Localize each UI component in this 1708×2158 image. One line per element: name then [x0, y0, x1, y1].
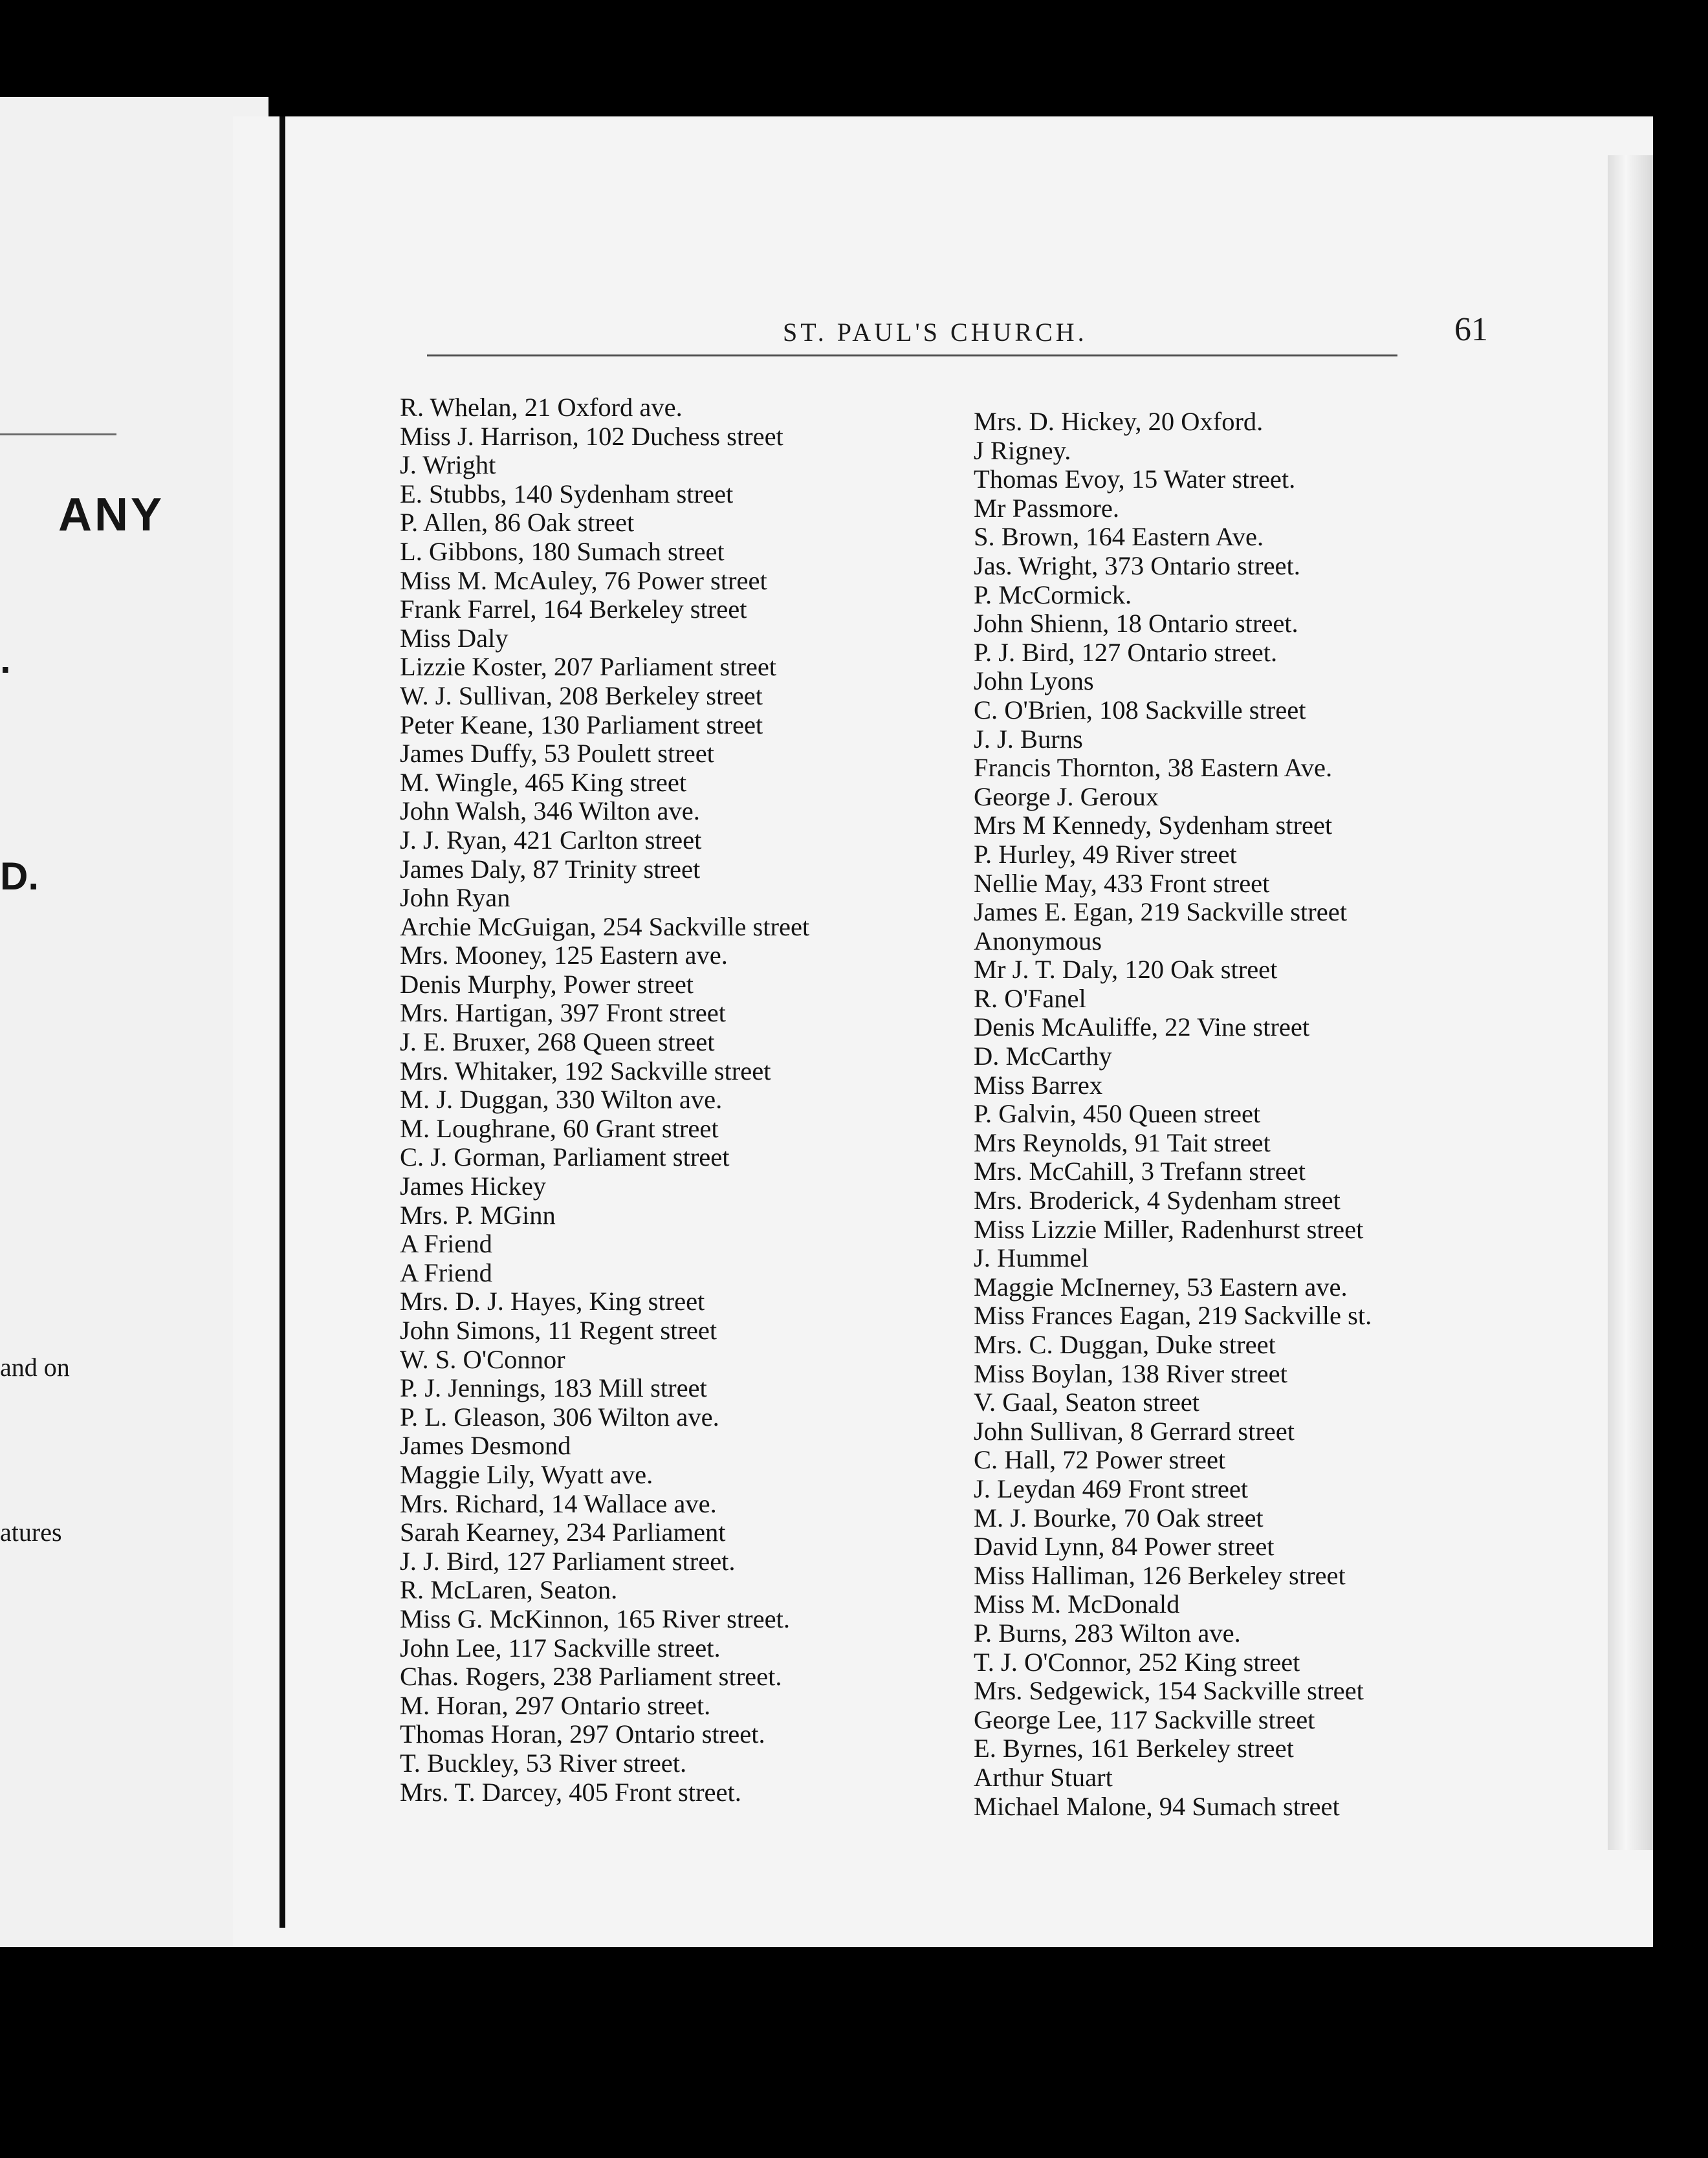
list-item: Miss Frances Eagan, 219 Sackville st.	[974, 1301, 1372, 1331]
list-item: P. McCormick.	[974, 580, 1132, 609]
list-item: George J. Geroux	[974, 781, 1159, 811]
list-item: R. O'Fanel	[974, 983, 1086, 1013]
list-item: P. Hurley, 49 River street	[974, 839, 1237, 869]
list-item: Thomas Horan, 297 Ontario street.	[400, 1719, 765, 1749]
list-item: John Lee, 117 Sackville street.	[400, 1633, 721, 1662]
left-page-fragment-dot: .	[0, 638, 11, 681]
list-item: Michael Malone, 94 Sumach street	[974, 1791, 1340, 1821]
list-item: David Lynn, 84 Power street	[974, 1532, 1275, 1562]
list-item: A Friend	[400, 1258, 492, 1287]
list-item: Miss Barrex	[974, 1070, 1103, 1100]
list-item: R. McLaren, Seaton.	[400, 1575, 618, 1605]
list-item: M. J. Duggan, 330 Wilton ave.	[400, 1085, 723, 1115]
header-rule	[427, 354, 1397, 356]
list-item: James Hickey	[400, 1172, 547, 1201]
list-item: Miss Lizzie Miller, Radenhurst street	[974, 1214, 1364, 1244]
list-item: John Ryan	[400, 883, 510, 913]
subscriber-list-left	[400, 393, 809, 1807]
list-item: Lizzie Koster, 207 Parliament street	[400, 652, 777, 682]
list-item: C. J. Gorman, Parliament street	[400, 1142, 730, 1172]
list-item: P. J. Bird, 127 Ontario street.	[974, 637, 1278, 667]
list-item: Mrs. Hartigan, 397 Front street	[400, 998, 726, 1028]
left-page-fragment-atures: atures	[0, 1518, 62, 1547]
list-item: P. Galvin, 450 Queen street	[974, 1099, 1261, 1129]
list-item: P. Burns, 283 Wilton ave.	[974, 1618, 1241, 1648]
list-item: M. Loughrane, 60 Grant street	[400, 1113, 719, 1143]
list-item: L. Gibbons, 180 Sumach street	[400, 536, 725, 566]
gutter-shadow	[279, 116, 285, 1928]
list-item: J. J. Bird, 127 Parliament street.	[400, 1546, 736, 1576]
list-item: W. J. Sullivan, 208 Berkeley street	[400, 681, 763, 710]
list-item: Frank Farrel, 164 Berkeley street	[400, 594, 747, 624]
list-item: Mrs. Richard, 14 Wallace ave.	[400, 1488, 717, 1518]
list-item: J. J. Ryan, 421 Carlton street	[400, 825, 702, 855]
list-item: Arthur Stuart	[974, 1762, 1113, 1792]
list-item: E. Stubbs, 140 Sydenham street	[400, 479, 734, 508]
list-item: Mrs. D. Hickey, 20 Oxford.	[974, 407, 1264, 436]
list-item: Mr Passmore.	[974, 493, 1119, 523]
list-item: T. J. O'Connor, 252 King street	[974, 1647, 1300, 1677]
list-item: Peter Keane, 130 Parliament street	[400, 710, 763, 739]
subscriber-list-right	[974, 408, 1372, 1821]
list-item: E. Byrnes, 161 Berkeley street	[974, 1734, 1294, 1763]
left-page	[0, 97, 268, 1947]
list-item: John Simons, 11 Regent street	[400, 1316, 717, 1345]
list-item: Mrs. P. MGinn	[400, 1200, 556, 1230]
list-item: P. Allen, 86 Oak street	[400, 508, 635, 538]
list-item: Maggie McInerney, 53 Eastern ave.	[974, 1272, 1348, 1302]
list-item: A Friend	[400, 1229, 492, 1259]
list-item: Maggie Lily, Wyatt ave.	[400, 1459, 653, 1489]
list-item: R. Whelan, 21 Oxford ave.	[400, 393, 683, 422]
list-item: James Desmond	[400, 1431, 571, 1461]
list-item: Francis Thornton, 38 Eastern Ave.	[974, 753, 1333, 783]
list-item: Mrs. Broderick, 4 Sydenham street	[974, 1186, 1341, 1215]
page-edge	[1608, 155, 1653, 1850]
list-item: Miss M. McAuley, 76 Power street	[400, 565, 767, 595]
list-item: Mrs. C. Duggan, Duke street	[974, 1330, 1276, 1359]
list-item: John Walsh, 346 Wilton ave.	[400, 796, 700, 826]
list-item: Miss Halliman, 126 Berkeley street	[974, 1560, 1346, 1590]
list-item: Mrs. Whitaker, 192 Sackville street	[400, 1056, 771, 1085]
list-item: Denis Murphy, Power street	[400, 969, 694, 999]
list-item: J. E. Bruxer, 268 Queen street	[400, 1027, 715, 1057]
list-item: Anonymous	[974, 926, 1102, 955]
list-item: Mrs. T. Darcey, 405 Front street.	[400, 1777, 741, 1807]
list-item: Mrs Reynolds, 91 Tait street	[974, 1128, 1271, 1157]
list-item: T. Buckley, 53 River street.	[400, 1748, 687, 1778]
list-item: Mrs. Sedgewick, 154 Sackville street	[974, 1676, 1364, 1706]
list-item: C. O'Brien, 108 Sackville street	[974, 695, 1306, 725]
list-item: Mrs. Mooney, 125 Eastern ave.	[400, 941, 728, 970]
list-item: Miss Boylan, 138 River street	[974, 1358, 1287, 1388]
list-item: M. Horan, 297 Ontario street.	[400, 1690, 711, 1720]
list-item: J. J. Burns	[974, 724, 1083, 754]
list-item: S. Brown, 164 Eastern Ave.	[974, 522, 1264, 552]
list-item: Mr J. T. Daly, 120 Oak street	[974, 955, 1278, 985]
list-item: M. J. Bourke, 70 Oak street	[974, 1503, 1264, 1532]
list-item: James E. Egan, 219 Sackville street	[974, 897, 1347, 927]
list-item: P. J. Jennings, 183 Mill street	[400, 1373, 707, 1403]
list-item: George Lee, 117 Sackville street	[974, 1705, 1315, 1734]
running-title: ST. PAUL'S CHURCH.	[783, 318, 1088, 347]
list-item: J. Wright	[400, 450, 496, 480]
list-item: Chas. Rogers, 238 Parliament street.	[400, 1662, 782, 1692]
list-item: Archie McGuigan, 254 Sackville street	[400, 911, 810, 941]
list-item: Sarah Kearney, 234 Parliament	[400, 1518, 726, 1547]
list-item: V. Gaal, Seaton street	[974, 1388, 1200, 1417]
list-item: James Daly, 87 Trinity street	[400, 854, 701, 884]
left-page-fragment-d: D.	[0, 855, 39, 898]
list-item: Jas. Wright, 373 Ontario street.	[974, 550, 1300, 580]
list-item: John Lyons	[974, 666, 1094, 696]
list-item: P. L. Gleason, 306 Wilton ave.	[400, 1402, 719, 1432]
list-item: Mrs. D. J. Hayes, King street	[400, 1287, 705, 1316]
list-item: Mrs M Kennedy, Sydenham street	[974, 811, 1333, 840]
list-item: Thomas Evoy, 15 Water street.	[974, 464, 1296, 494]
list-item: Miss M. McDonald	[974, 1589, 1180, 1619]
list-item: Miss G. McKinnon, 165 River street.	[400, 1604, 790, 1633]
left-page-fragment-and-on: and on	[0, 1353, 70, 1382]
list-item: John Shienn, 18 Ontario street.	[974, 609, 1298, 638]
list-item: James Duffy, 53 Poulett street	[400, 739, 714, 768]
list-item: J. Hummel	[974, 1243, 1089, 1273]
list-item: J. Leydan 469 Front street	[974, 1474, 1249, 1503]
page-number: 61	[1454, 311, 1488, 348]
list-item: W. S. O'Connor	[400, 1344, 565, 1374]
list-item: D. McCarthy	[974, 1041, 1112, 1071]
list-item: John Sullivan, 8 Gerrard street	[974, 1416, 1295, 1446]
left-page-rule	[0, 433, 116, 435]
list-item: J Rigney.	[974, 435, 1071, 465]
list-item: Denis McAuliffe, 22 Vine street	[974, 1012, 1310, 1042]
list-item: Nellie May, 433 Front street	[974, 868, 1270, 898]
left-page-fragment-any: ANY	[58, 489, 165, 541]
list-item: Mrs. McCahill, 3 Trefann street	[974, 1157, 1306, 1186]
list-item: Miss J. Harrison, 102 Duchess street	[400, 421, 783, 451]
list-item: M. Wingle, 465 King street	[400, 767, 687, 797]
list-item: C. Hall, 72 Power street	[974, 1445, 1226, 1475]
list-item: Miss Daly	[400, 623, 509, 653]
